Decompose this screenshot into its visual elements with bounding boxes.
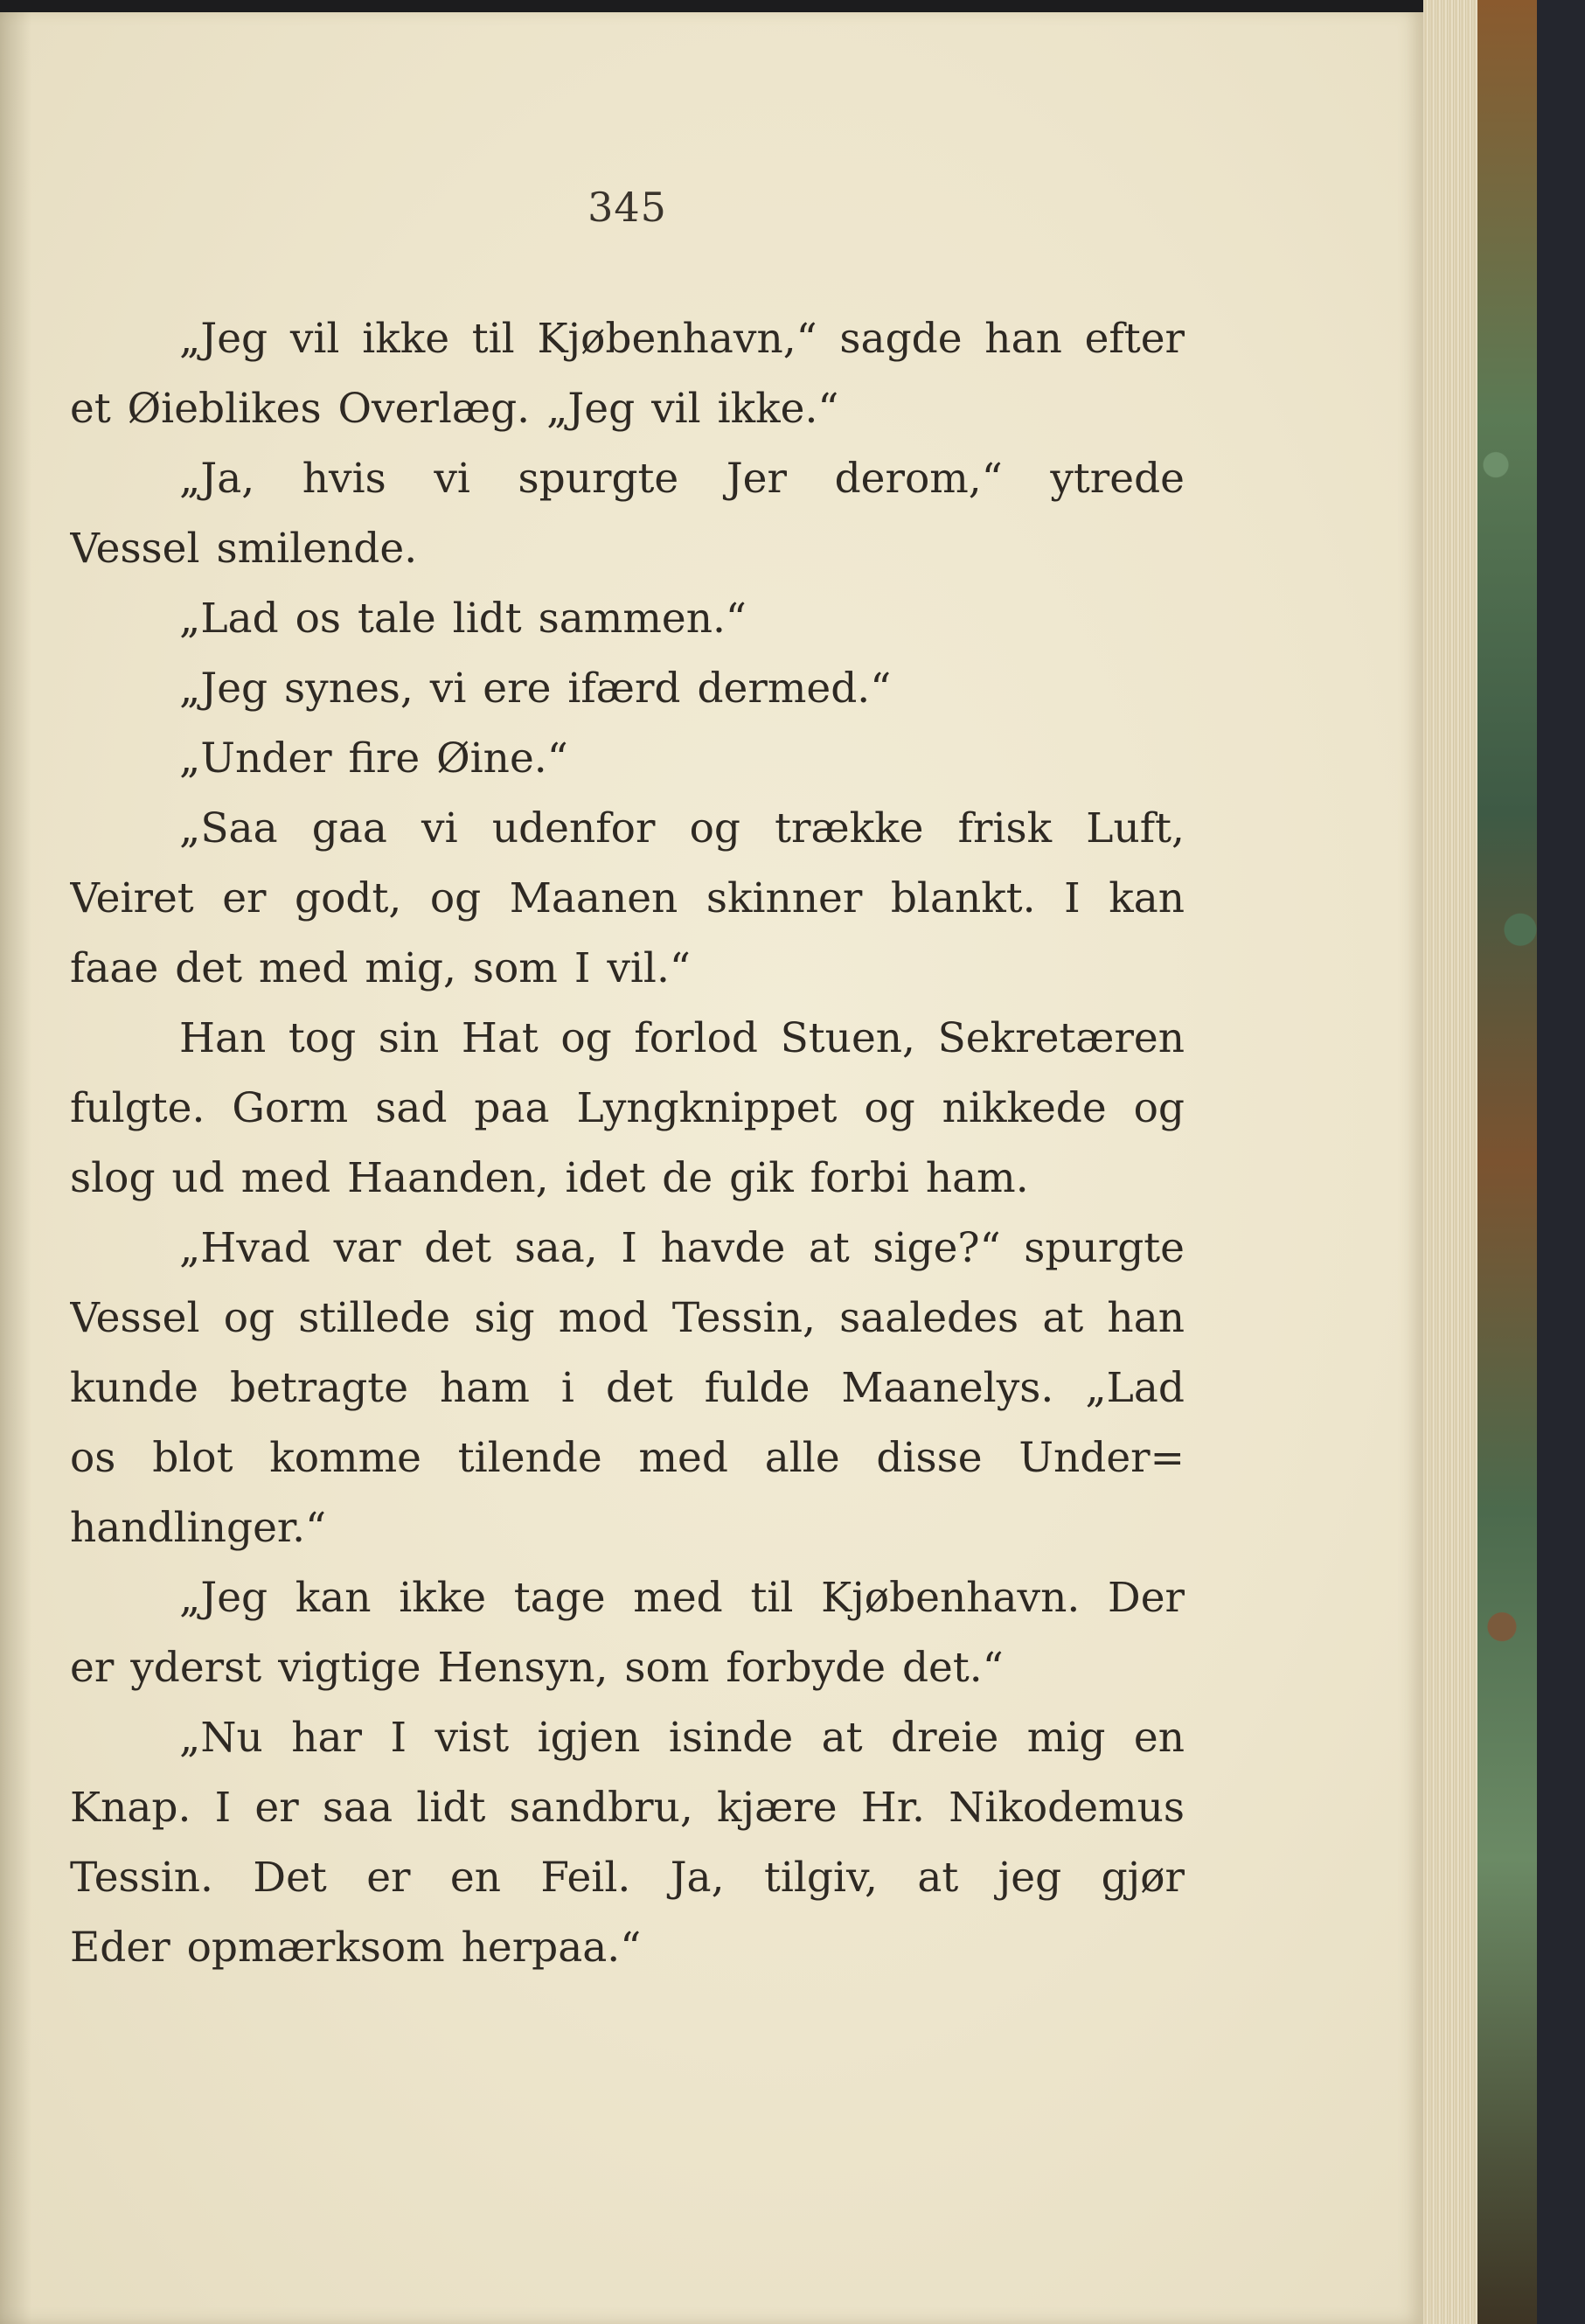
text-line: Vessel og stillede sig mod Tessin, saaledes at han [70,1294,1185,1342]
text-line: os blot komme tilende med alle disse Under= [70,1434,1185,1482]
text-line: „Hvad var det saa, I havde at sige?“ spurgte [179,1224,1185,1272]
text-line: „Jeg vil ikke til Kjøbenhavn,“ sagde han efter [179,315,1185,363]
background-dark [1537,0,1585,2324]
text-line: Tessin. Det er en Feil. Ja, tilgiv, at jeg gjør [70,1854,1185,1902]
text-line: faae det med mig, som I vil.“ [70,944,691,992]
text-line: Eder opmærksom herpaa.“ [70,1924,642,1972]
page-edges [1423,0,1484,2324]
text-line: slog ud med Haanden, idet de gik forbi ham. [70,1154,1029,1202]
text-line: „Lad os tale lidt sammen.“ [179,595,747,643]
text-line: fulgte. Gorm sad paa Lyngknippet og nikkede og [70,1084,1185,1132]
text-line: „Jeg synes, vi ere ifærd dermed.“ [179,664,892,713]
text-line: kunde betragte ham i det fulde Maanelys. „Lad [70,1364,1185,1412]
text-line: er yderst vigtige Hensyn, som forbyde det.“ [70,1644,1004,1692]
marbled-cover-edge [1477,0,1539,2324]
text-line: Vessel smilende. [70,525,418,573]
text-line: „Under fire Øine.“ [179,734,568,783]
text-line: et Øieblikes Overlæg. „Jeg vil ikke.“ [70,385,839,433]
text-line: handlinger.“ [70,1504,327,1552]
body-text [70,304,1185,1983]
top-edge [0,0,1434,12]
text-line: Knap. I er saa lidt sandbru, kjære Hr. Nikodemus [70,1784,1185,1832]
text-line: „Ja, hvis vi spurgte Jer derom,“ ytrede [179,455,1185,503]
page-gutter-shadow [0,9,31,2324]
text-line: „Nu har I vist igjen isinde at dreie mig en [179,1714,1185,1762]
page-number: 345 [587,184,667,231]
text-line: „Jeg kan ikke tage med til Kjøbenhavn. Der [179,1574,1185,1622]
text-line: Veiret er godt, og Maanen skinner blankt. I kan [70,874,1185,922]
text-line: „Saa gaa vi udenfor og trække frisk Luft, [179,804,1185,852]
text-line: Han tog sin Hat og forlod Stuen, Sekretæren [179,1014,1185,1062]
